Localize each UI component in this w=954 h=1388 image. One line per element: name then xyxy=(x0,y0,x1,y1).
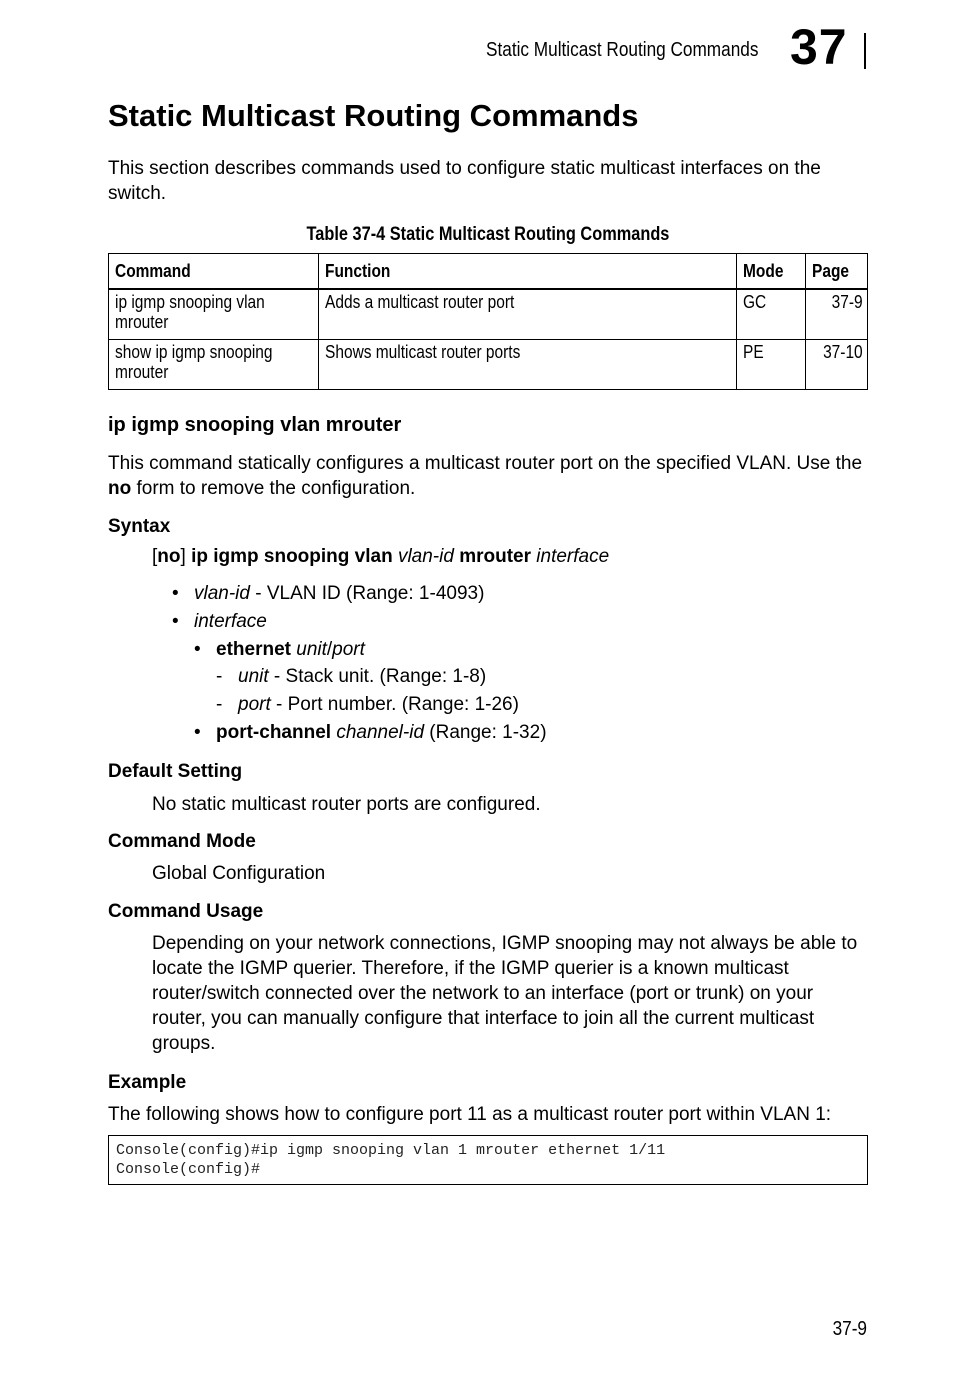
header-function: Function xyxy=(318,254,736,290)
command-description: This command statically configures a multicast router port on the specified VLAN. Use the no form to remove the configuration. xyxy=(108,453,863,499)
syntax-heading: Syntax xyxy=(108,516,171,537)
code-line: Console(config)#ip igmp snooping vlan 1 mrouter ethernet 1/11 xyxy=(116,1142,666,1159)
header-command: Command xyxy=(109,254,319,290)
command-mode-text: Global Configuration xyxy=(152,863,326,884)
cell-function: Shows multicast router ports xyxy=(318,340,736,390)
header-mode: Mode xyxy=(737,254,806,290)
param-ethernet: • ethernet unit/port xyxy=(194,639,365,660)
example-intro: The following shows how to configure port 11 as a multicast router port within VLAN 1: xyxy=(108,1104,832,1125)
cell-mode: PE xyxy=(737,340,806,390)
cell-command: ip igmp snooping vlan mrouter xyxy=(109,289,319,340)
cell-page: 37-9 xyxy=(806,289,868,340)
param-port: - port - Port number. (Range: 1-26) xyxy=(216,694,519,715)
example-heading: Example xyxy=(108,1072,187,1093)
default-setting-text: No static multicast router ports are configured. xyxy=(152,794,541,815)
param-port-channel: • port-channel channel-id (Range: 1-32) xyxy=(194,722,547,743)
section-intro: This section describes commands used to configure static multicast interfaces on the switch. xyxy=(108,158,821,204)
commands-table xyxy=(108,253,868,390)
header-page: Page xyxy=(806,254,868,290)
section-title: Static Multicast Routing Commands xyxy=(108,98,639,133)
table-row xyxy=(109,289,868,340)
default-setting-heading: Default Setting xyxy=(108,761,243,782)
code-line: Console(config)# xyxy=(116,1161,261,1178)
cell-page: 37-10 xyxy=(806,340,868,390)
table-row xyxy=(109,340,868,390)
chapter-divider xyxy=(864,33,866,69)
param-interface: • interface xyxy=(172,611,267,632)
cell-mode: GC xyxy=(737,289,806,340)
param-unit: - unit - Stack unit. (Range: 1-8) xyxy=(216,666,487,687)
syntax-line: [no] ip igmp snooping vlan vlan-id mrouter interface xyxy=(152,546,610,567)
command-mode-heading: Command Mode xyxy=(108,831,256,852)
command-usage-text: Depending on your network connections, IGMP snooping may not always be able to locate the IGMP querier. Therefore, if the IGMP querier is a known multicast router/switch connected over the network to an interface (port or trunk) on your router, you can manually configure that interface to join all the current multicast groups. xyxy=(152,933,858,1054)
command-title: ip igmp snooping vlan mrouter xyxy=(108,414,402,436)
page-number: 37-9 xyxy=(832,1318,867,1340)
command-usage-heading: Command Usage xyxy=(108,901,264,922)
running-header-title: Static Multicast Routing Commands xyxy=(486,39,759,61)
param-vlan-id: • vlan-id - VLAN ID (Range: 1-4093) xyxy=(172,583,485,604)
cell-function: Adds a multicast router port xyxy=(318,289,736,340)
code-example xyxy=(108,1135,868,1185)
table-caption: Table 37-4 Static Multicast Routing Commands xyxy=(306,224,670,245)
cell-command: show ip igmp snooping mrouter xyxy=(109,340,319,390)
table-header-row xyxy=(109,254,868,290)
chapter-number: 37 xyxy=(790,19,848,75)
